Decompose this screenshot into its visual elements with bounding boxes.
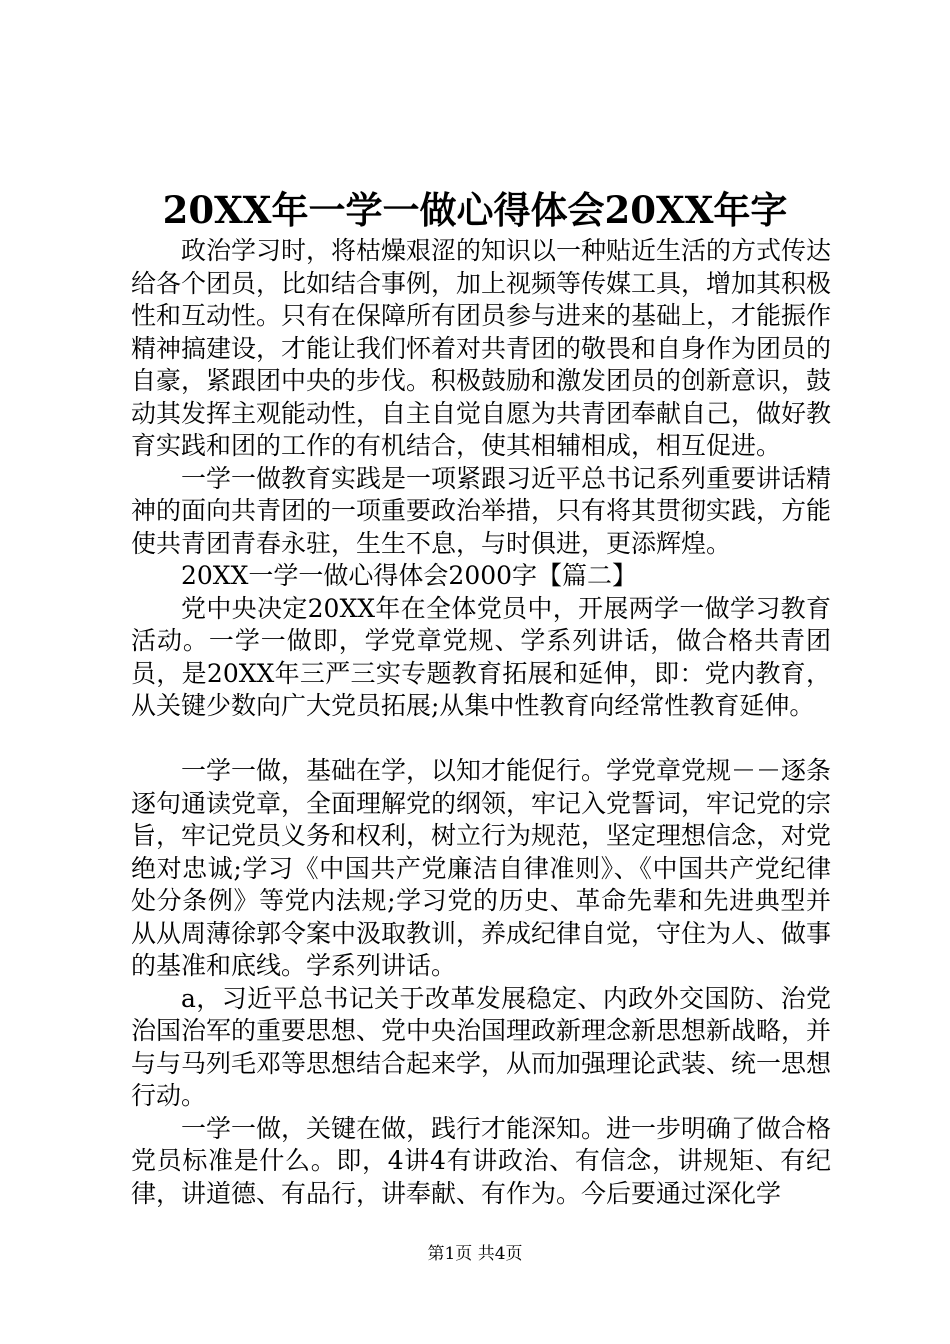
paragraph-1: 政治学习时，将枯燥艰涩的知识以一种贴近生活的方式传达给各个团员，比如结合事例，加上视频等传媒工具，增加其积极性和互动性。只有在保障所有团员参与进来的基础上，才能振作精神搞建设，才能让我们怀着对共青团的敬畏和自身作为团员的自豪，紧跟团中央的步伐。积极鼓励和激发团员的创新意识，鼓动其发挥主观能动性，自主自觉自愿为共青团奉献自己，做好教育实践和团的工作的有机结合，使其相辅相成，相互促进。 — [131, 236, 832, 460]
paragraph-2: 一学一做教育实践是一项紧跟习近平总书记系列重要讲话精神的面向共青团的一项重要政治举措，只有将其贯彻实践，方能使共青团青春永驻，生生不息，与时俱进，更添辉煌。 — [131, 463, 832, 558]
paragraph-4: 一学一做，基础在学，以知才能促行。学党章党规－－逐条逐句通读党章，全面理解党的纲领，牢记入党誓词，牢记党的宗旨，牢记党员义务和权利，树立行为规范，坚定理想信念，对党绝对忠诚;学习《中国共产党廉洁自律准则》、《中国共产党纪律处分条例》等党内法规;学习党的历史、革命先辈和先进典型并从从周薄徐郭令案中汲取教训，养成纪律自觉，守住为人、做事的基准和底线。学系列讲话。 — [131, 756, 832, 980]
blank-line — [131, 723, 831, 756]
paragraph-3: 党中央决定20XX年在全体党员中，开展两学一做学习教育活动。一学一做即，学党章党规、学系列讲话，做合格共青团员，是20XX年三严三实专题教育拓展和延伸，即：党内教育，从关键少数向广大党员拓展;从集中性教育向经常性教育延伸。 — [131, 593, 831, 720]
paragraph-5: a，习近平总书记关于改革发展稳定、内政外交国防、治党治国治军的重要思想、党中央治国理政新理念新思想新战略，并与与马列毛邓等思想结合起来学，从而加强理论武装、统一思想行动。 — [131, 983, 832, 1110]
paragraph-6: 一学一做，关键在做，践行才能深知。进一步明确了做合格党员标准是什么。即，4讲4有讲政治、有信念，讲规矩、有纪律，讲道德、有品行，讲奉献、有作为。今后要通过深化学 — [131, 1113, 832, 1208]
page-number-footer: 第1页 共4页 — [427, 1244, 523, 1264]
document-body — [131, 235, 831, 1210]
document-title: 20XX年一学一做心得体会20XX年字 — [162, 188, 788, 232]
section-heading-part-two: 20XX一学一做心得体会2000字【篇二】 — [181, 561, 638, 590]
